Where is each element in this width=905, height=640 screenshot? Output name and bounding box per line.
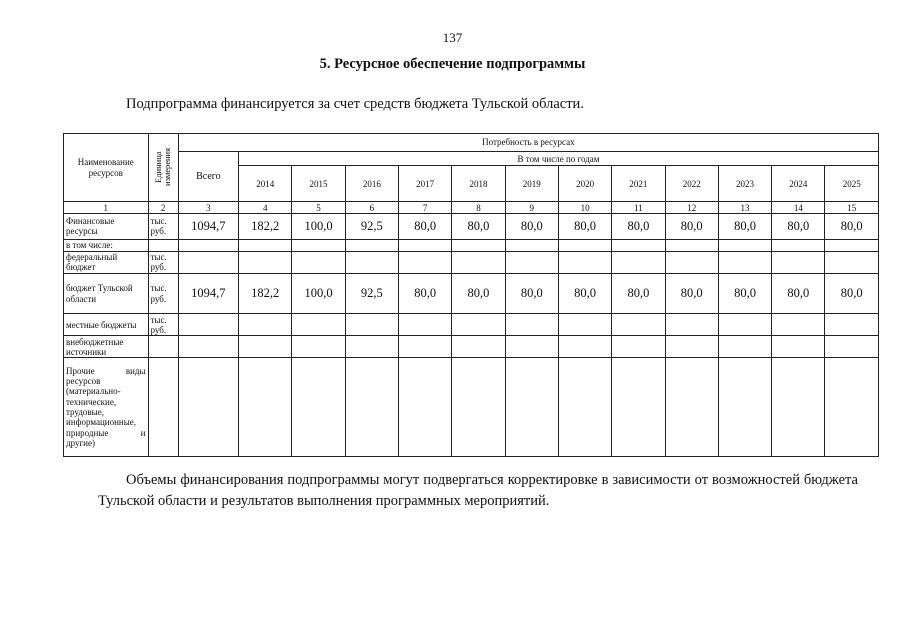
cell-year-value (772, 251, 825, 273)
cell-year-value: 182,2 (239, 213, 292, 239)
cell-total (178, 314, 238, 336)
table-row (64, 358, 879, 457)
cell-year-value: 92,5 (345, 273, 398, 313)
cell-year-value (718, 358, 771, 457)
header-year: 2024 (772, 166, 825, 202)
cell-total (178, 251, 238, 273)
cell-year-value (718, 314, 771, 336)
row-unit: тыс. руб. (148, 251, 178, 273)
cell-year-value (239, 358, 292, 457)
header-needs: Потребность в ресурсах (178, 134, 878, 152)
column-number: 6 (345, 202, 398, 213)
table-row (64, 239, 879, 251)
column-number: 1 (64, 202, 149, 213)
cell-year-value (398, 336, 451, 358)
cell-year-value: 80,0 (612, 273, 665, 313)
cell-year-value: 80,0 (505, 213, 558, 239)
cell-year-value (505, 314, 558, 336)
cell-year-value (825, 251, 879, 273)
cell-year-value (505, 251, 558, 273)
cell-year-value (398, 314, 451, 336)
header-year: 2017 (398, 166, 451, 202)
row-unit (148, 358, 178, 457)
cell-year-value: 80,0 (718, 273, 771, 313)
header-year: 2018 (452, 166, 505, 202)
cell-year-value (239, 336, 292, 358)
column-number: 13 (718, 202, 771, 213)
cell-total: 1094,7 (178, 213, 238, 239)
intro-text: Подпрограмма финансируется за счет средств бюджета Тульской области. (126, 96, 584, 112)
row-label: федеральный бюджет (64, 251, 149, 273)
cell-year-value (505, 358, 558, 457)
header-name: Наименование ресурсов (64, 134, 149, 202)
column-number: 9 (505, 202, 558, 213)
header-year: 2020 (558, 166, 611, 202)
cell-year-value (825, 336, 879, 358)
table-row (64, 273, 879, 313)
table-row (64, 336, 879, 358)
cell-year-value (612, 251, 665, 273)
table-body (64, 213, 879, 456)
cell-year-value (612, 314, 665, 336)
cell-year-value (665, 358, 718, 457)
table-row (64, 314, 879, 336)
cell-year-value (239, 251, 292, 273)
row-label: местные бюджеты (64, 314, 149, 336)
column-number: 14 (772, 202, 825, 213)
cell-year-value: 80,0 (558, 213, 611, 239)
resource-table (63, 133, 879, 457)
header-year: 2025 (825, 166, 879, 202)
cell-year-value (558, 239, 611, 251)
cell-year-value: 100,0 (292, 273, 345, 313)
header-year: 2014 (239, 166, 292, 202)
cell-total (178, 336, 238, 358)
column-number: 2 (148, 202, 178, 213)
column-number: 5 (292, 202, 345, 213)
header-year: 2021 (612, 166, 665, 202)
cell-year-value: 80,0 (825, 213, 879, 239)
column-number: 15 (825, 202, 879, 213)
header-year: 2019 (505, 166, 558, 202)
row-unit: тыс. руб. (148, 273, 178, 313)
outro-text-block (98, 470, 858, 512)
cell-year-value: 80,0 (825, 273, 879, 313)
cell-year-value (345, 239, 398, 251)
cell-year-value: 80,0 (398, 213, 451, 239)
cell-year-value (452, 314, 505, 336)
cell-year-value: 80,0 (452, 213, 505, 239)
cell-year-value (398, 239, 451, 251)
cell-year-value (292, 314, 345, 336)
cell-year-value (345, 336, 398, 358)
cell-year-value: 182,2 (239, 273, 292, 313)
column-number: 3 (178, 202, 238, 213)
cell-year-value: 100,0 (292, 213, 345, 239)
cell-year-value (452, 251, 505, 273)
header-year: 2015 (292, 166, 345, 202)
header-row-2 (64, 152, 879, 166)
cell-year-value (825, 358, 879, 457)
cell-year-value (558, 336, 611, 358)
header-total: Всего (178, 152, 238, 202)
cell-year-value (398, 358, 451, 457)
cell-year-value (825, 239, 879, 251)
cell-year-value: 80,0 (772, 273, 825, 313)
section-title: 5. Ресурсное обеспечение подпрограммы (319, 56, 586, 72)
cell-year-value: 80,0 (452, 273, 505, 313)
cell-year-value (825, 314, 879, 336)
header-year: 2022 (665, 166, 718, 202)
header-year: 2016 (345, 166, 398, 202)
cell-year-value (292, 239, 345, 251)
cell-year-value (505, 336, 558, 358)
column-numbers-row (64, 202, 879, 213)
row-label: в том числе: (64, 239, 149, 251)
cell-year-value: 80,0 (665, 273, 718, 313)
page-number: 137 (442, 30, 463, 45)
cell-year-value (558, 358, 611, 457)
header-unit-text: Единица измерения (153, 147, 173, 186)
cell-year-value: 80,0 (718, 213, 771, 239)
cell-year-value (505, 239, 558, 251)
column-number: 11 (612, 202, 665, 213)
cell-year-value (665, 239, 718, 251)
cell-year-value (452, 239, 505, 251)
header-by-years: В том числе по годам (239, 152, 879, 166)
cell-year-value (772, 314, 825, 336)
cell-total: 1094,7 (178, 273, 238, 313)
row-unit (148, 336, 178, 358)
cell-year-value (292, 251, 345, 273)
row-unit: тыс. руб. (148, 314, 178, 336)
cell-year-value: 80,0 (772, 213, 825, 239)
row-label: Прочие виды ресурсов (материально-технические, трудовые, информационные, природные и другие) (64, 358, 149, 457)
cell-year-value (292, 336, 345, 358)
cell-year-value (612, 336, 665, 358)
cell-total (178, 239, 238, 251)
cell-year-value: 92,5 (345, 213, 398, 239)
column-number: 10 (558, 202, 611, 213)
cell-year-value (665, 314, 718, 336)
cell-year-value (345, 251, 398, 273)
cell-year-value (239, 239, 292, 251)
row-unit (148, 239, 178, 251)
cell-total (178, 358, 238, 457)
cell-year-value (612, 358, 665, 457)
cell-year-value (665, 251, 718, 273)
cell-year-value (345, 314, 398, 336)
cell-year-value (772, 336, 825, 358)
cell-year-value: 80,0 (665, 213, 718, 239)
cell-year-value (558, 314, 611, 336)
cell-year-value (718, 251, 771, 273)
cell-year-value (239, 314, 292, 336)
column-number: 8 (452, 202, 505, 213)
cell-year-value: 80,0 (398, 273, 451, 313)
cell-year-value: 80,0 (612, 213, 665, 239)
row-label: внебюджетные источники (64, 336, 149, 358)
cell-year-value (718, 336, 771, 358)
cell-year-value (558, 251, 611, 273)
row-label: бюджет Тульской области (64, 273, 149, 313)
row-label: Финансовые ресурсы (64, 213, 149, 239)
header-row-1 (64, 134, 879, 152)
cell-year-value (345, 358, 398, 457)
cell-year-value (665, 336, 718, 358)
cell-year-value (772, 239, 825, 251)
cell-year-value (452, 358, 505, 457)
column-number: 4 (239, 202, 292, 213)
table-row (64, 213, 879, 239)
cell-year-value (612, 239, 665, 251)
column-number: 12 (665, 202, 718, 213)
cell-year-value: 80,0 (558, 273, 611, 313)
column-number: 7 (398, 202, 451, 213)
cell-year-value: 80,0 (505, 273, 558, 313)
outro-text: Объемы финансирования подпрограммы могут подвергаться корректировке в зависимости от возможностей бюджета Тульской области и результатов выполнения программных мероприятий. (98, 472, 858, 510)
header-unit (148, 134, 178, 202)
cell-year-value (398, 251, 451, 273)
header-year: 2023 (718, 166, 771, 202)
cell-year-value (772, 358, 825, 457)
cell-year-value (452, 336, 505, 358)
cell-year-value (718, 239, 771, 251)
row-unit: тыс. руб. (148, 213, 178, 239)
cell-year-value (292, 358, 345, 457)
table-row (64, 251, 879, 273)
